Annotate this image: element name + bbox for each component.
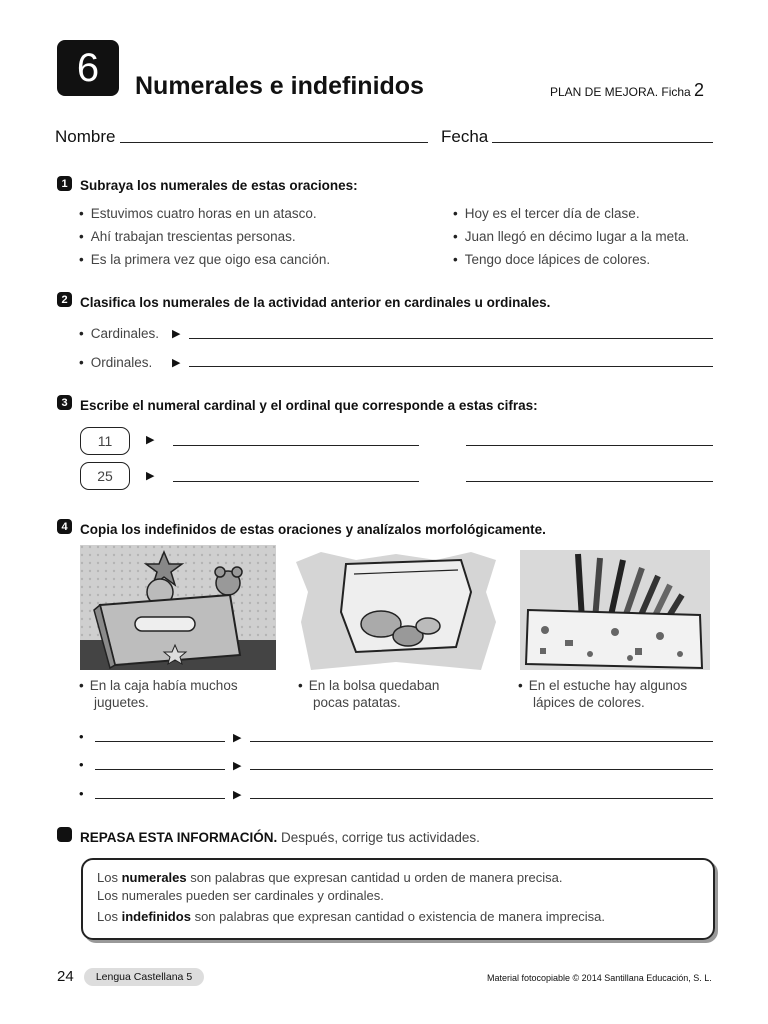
caption-3: • En el estuche hay algunos lápices de colores. xyxy=(518,678,688,710)
copyright: Material fotocopiable © 2014 Santillana Educación, S. L. xyxy=(487,973,712,983)
plan-label xyxy=(550,80,704,101)
info-line-3: Los indefinidos son palabras que expresan cantidad o existencia de manera imprecisa. xyxy=(97,909,606,924)
activity-1-instruction: Subraya los numerales de estas oraciones: xyxy=(80,178,358,193)
answer-line-ordinal[interactable] xyxy=(466,481,713,482)
arrow-icon: ▶ xyxy=(146,434,155,446)
chips-bag-illustration xyxy=(296,552,496,670)
name-label: Nombre xyxy=(55,127,116,146)
caption-2: • En la bolsa quedaban pocas patatas. xyxy=(298,678,440,710)
unit-number-badge xyxy=(57,40,119,96)
bullet: • xyxy=(79,729,84,744)
arrow-icon: ▶ xyxy=(172,328,181,340)
toy-box-illustration xyxy=(80,545,276,670)
answer-line-indefinido[interactable] xyxy=(95,741,225,742)
bullet: • xyxy=(79,757,84,772)
page-number: 24 xyxy=(57,968,74,985)
answer-line-analisis[interactable] xyxy=(250,798,713,799)
list-item: • Tengo doce lápices de colores. xyxy=(453,252,651,267)
arrow-icon: ▶ xyxy=(233,760,242,772)
plan-number: 2 xyxy=(694,80,705,100)
activity-3-badge: 3 xyxy=(57,395,72,410)
activity-4-instruction: Copia los indefinidos de estas oraciones y analízalos morfológicamente. xyxy=(80,522,546,537)
answer-line-analisis[interactable] xyxy=(250,741,713,742)
list-item: • Cardinales. xyxy=(79,326,160,341)
activity-4-badge: 4 xyxy=(57,519,72,534)
answer-line-ordinal[interactable] xyxy=(466,445,713,446)
arrow-icon: ▶ xyxy=(172,357,181,369)
list-item: • Ordinales. xyxy=(79,355,153,370)
number-box: 11 xyxy=(80,427,130,455)
answer-line-indefinido[interactable] xyxy=(95,798,225,799)
arrow-icon: ▶ xyxy=(233,789,242,801)
pencil-case-illustration xyxy=(520,550,710,670)
info-line-2: Los numerales pueden ser cardinales y ordinales. xyxy=(97,888,384,903)
list-item: • Hoy es el tercer día de clase. xyxy=(453,206,640,221)
review-heading: REPASA ESTA INFORMACIÓN. Después, corrige tus actividades. xyxy=(80,830,480,845)
answer-line-indefinido[interactable] xyxy=(95,769,225,770)
activity-3-instruction: Escribe el numeral cardinal y el ordinal que corresponde a estas cifras: xyxy=(80,398,538,413)
answer-line-analisis[interactable] xyxy=(250,769,713,770)
list-item: • Juan llegó en décimo lugar a la meta. xyxy=(453,229,690,244)
unit-number: 6 xyxy=(76,45,100,90)
name-field[interactable] xyxy=(120,142,428,143)
answer-line-cardinal[interactable] xyxy=(173,481,419,482)
list-item: • Estuvimos cuatro horas en un atasco. xyxy=(79,206,317,221)
list-item: • Es la primera vez que oigo esa canción. xyxy=(79,252,331,267)
plan-text: PLAN DE MEJORA. Ficha xyxy=(550,85,691,99)
arrow-icon: ▶ xyxy=(233,732,242,744)
page-title: Numerales e indefinidos xyxy=(135,72,424,100)
answer-line-cardinal[interactable] xyxy=(173,445,419,446)
number-box: 25 xyxy=(80,462,130,490)
date-field[interactable] xyxy=(492,142,713,143)
book-title: Lengua Castellana 5 xyxy=(84,968,204,986)
caption-1: • En la caja había muchos juguetes. xyxy=(79,678,238,710)
list-item: • Ahí trabajan trescientas personas. xyxy=(79,229,296,244)
activity-2-badge: 2 xyxy=(57,292,72,307)
answer-line-ordinales[interactable] xyxy=(189,366,713,367)
answer-line-cardinales[interactable] xyxy=(189,338,713,339)
activity-1-badge: 1 xyxy=(57,176,72,191)
bullet: • xyxy=(79,786,84,801)
info-line-1: Los numerales son palabras que expresan cantidad u orden de manera precisa. xyxy=(97,870,563,885)
activity-2-instruction: Clasifica los numerales de la actividad anterior en cardinales u ordinales. xyxy=(80,295,551,310)
arrow-icon: ▶ xyxy=(146,470,155,482)
info-box xyxy=(81,858,715,940)
date-label: Fecha xyxy=(441,127,489,146)
review-badge xyxy=(57,827,72,842)
